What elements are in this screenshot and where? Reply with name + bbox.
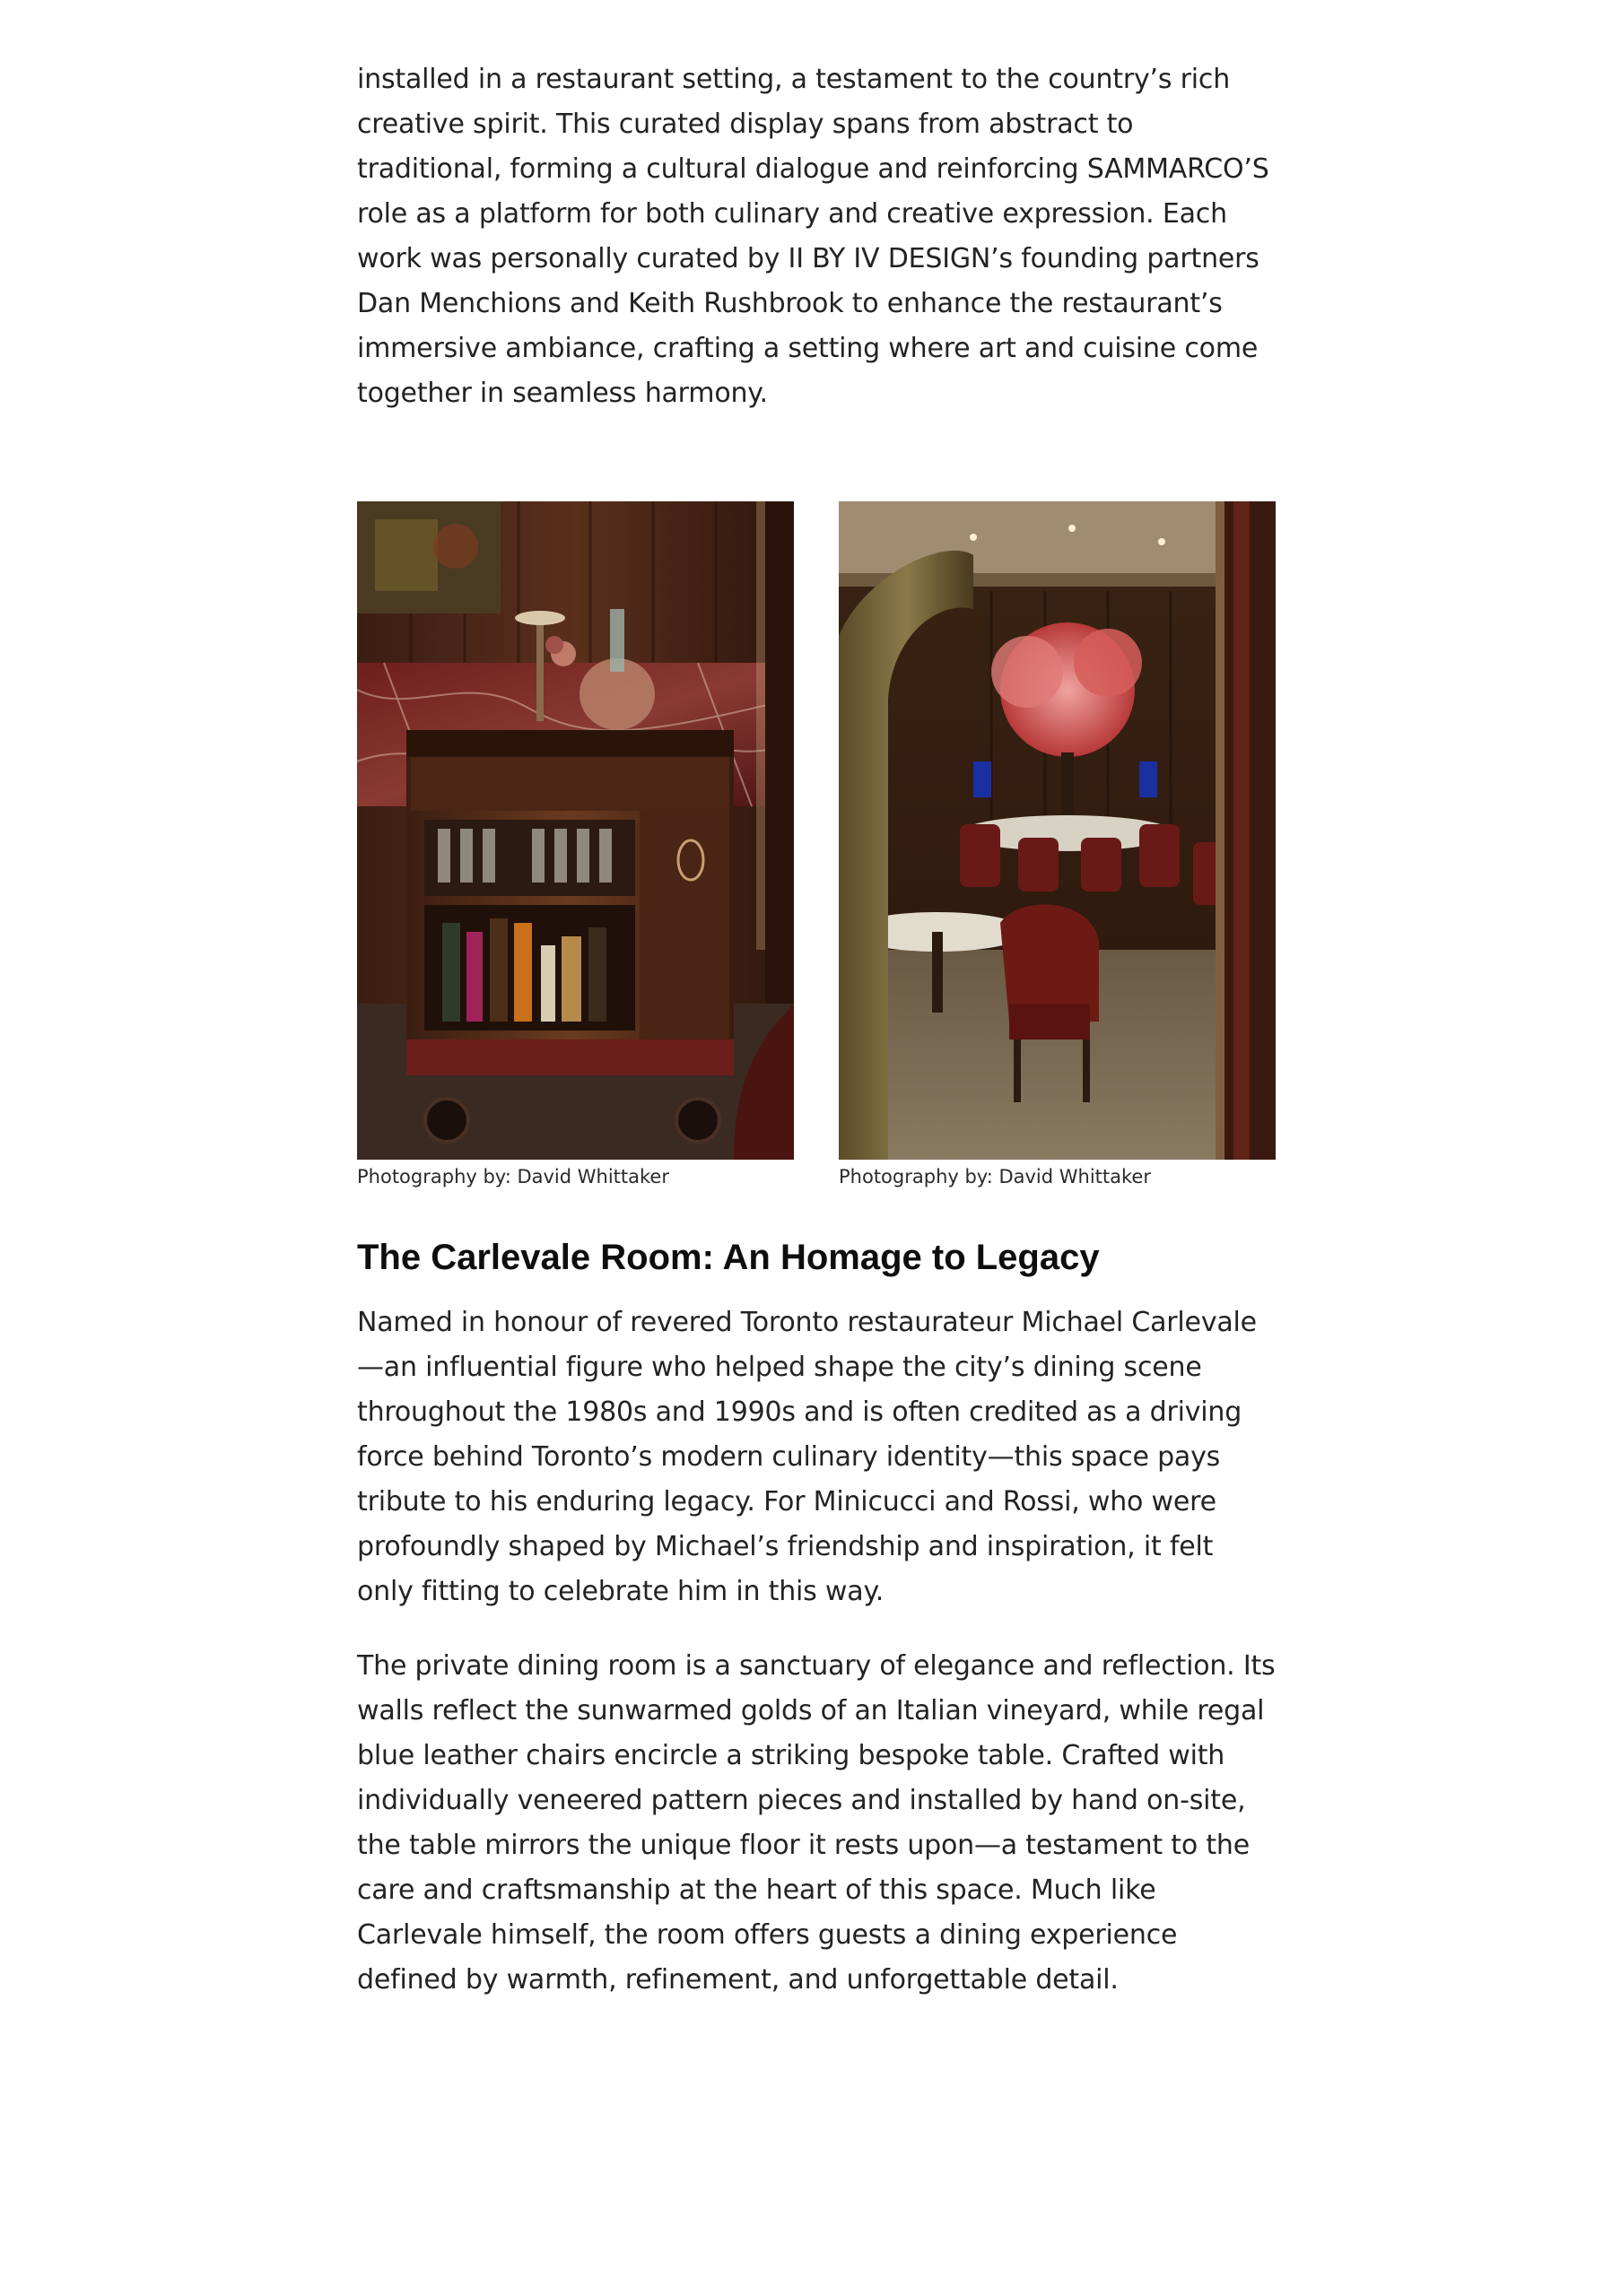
photo-gallery <box>357 501 1277 1201</box>
article-intro <box>357 57 1277 416</box>
carlevale-room-section <box>357 1231 1277 2003</box>
section-paragraph-2: The private dining room is a sanctuary of elegance and reflection. Its walls reflect the sunwarmed golds of an Italian vineyard, while regal blue leather chairs encircle a striking bespoke table. Crafted with individually veneered pattern pieces and installed by hand on-site, the table mirrors the unique floor it rests upon—a testament to the care and craftsmanship at the heart of this space. Much like Carlevale himself, the room offers guests a dining experience defined by warmth, refinement, and unforgettable detail. <box>357 1650 1276 1996</box>
section-heading: The Carlevale Room: An Homage to Legacy <box>357 1238 1100 1277</box>
section-paragraph-1: Named in honour of revered Toronto restaurateur Michael Carlevale—an influential figure who helped shape the city’s dining scene throughout the 1980s and 1990s and is often credited as a driving force behind Toronto’s modern culinary identity—this space pays tribute to his enduring legacy. For Minicucci and Rossi, who were profoundly shaped by Michael’s friendship and inspiration, it felt only fitting to celebrate him in this way. <box>357 1307 1257 1607</box>
figure-bar-cart <box>357 501 794 1190</box>
bar-cart-photo[interactable] <box>357 501 794 1160</box>
left-photo-caption: Photography by: David Whittaker <box>357 1166 669 1187</box>
dining-room-photo[interactable] <box>839 501 1276 1160</box>
intro-paragraph: installed in a restaurant setting, a testament to the country’s rich creative spirit. This curated display spans from abstract to traditional, forming a cultural dialogue and reinforcing SAMMARCO’S role as a platform for both culinary and creative expression. Each work was personally curated by II BY IV DESIGN’s founding partners Dan Menchions and Keith Rushbrook to enhance the restaurant’s immersive ambiance, crafting a setting where art and cuisine come together in seamless harmony. <box>357 64 1269 409</box>
right-photo-caption: Photography by: David Whittaker <box>839 1166 1151 1187</box>
figure-dining-room <box>839 501 1276 1190</box>
